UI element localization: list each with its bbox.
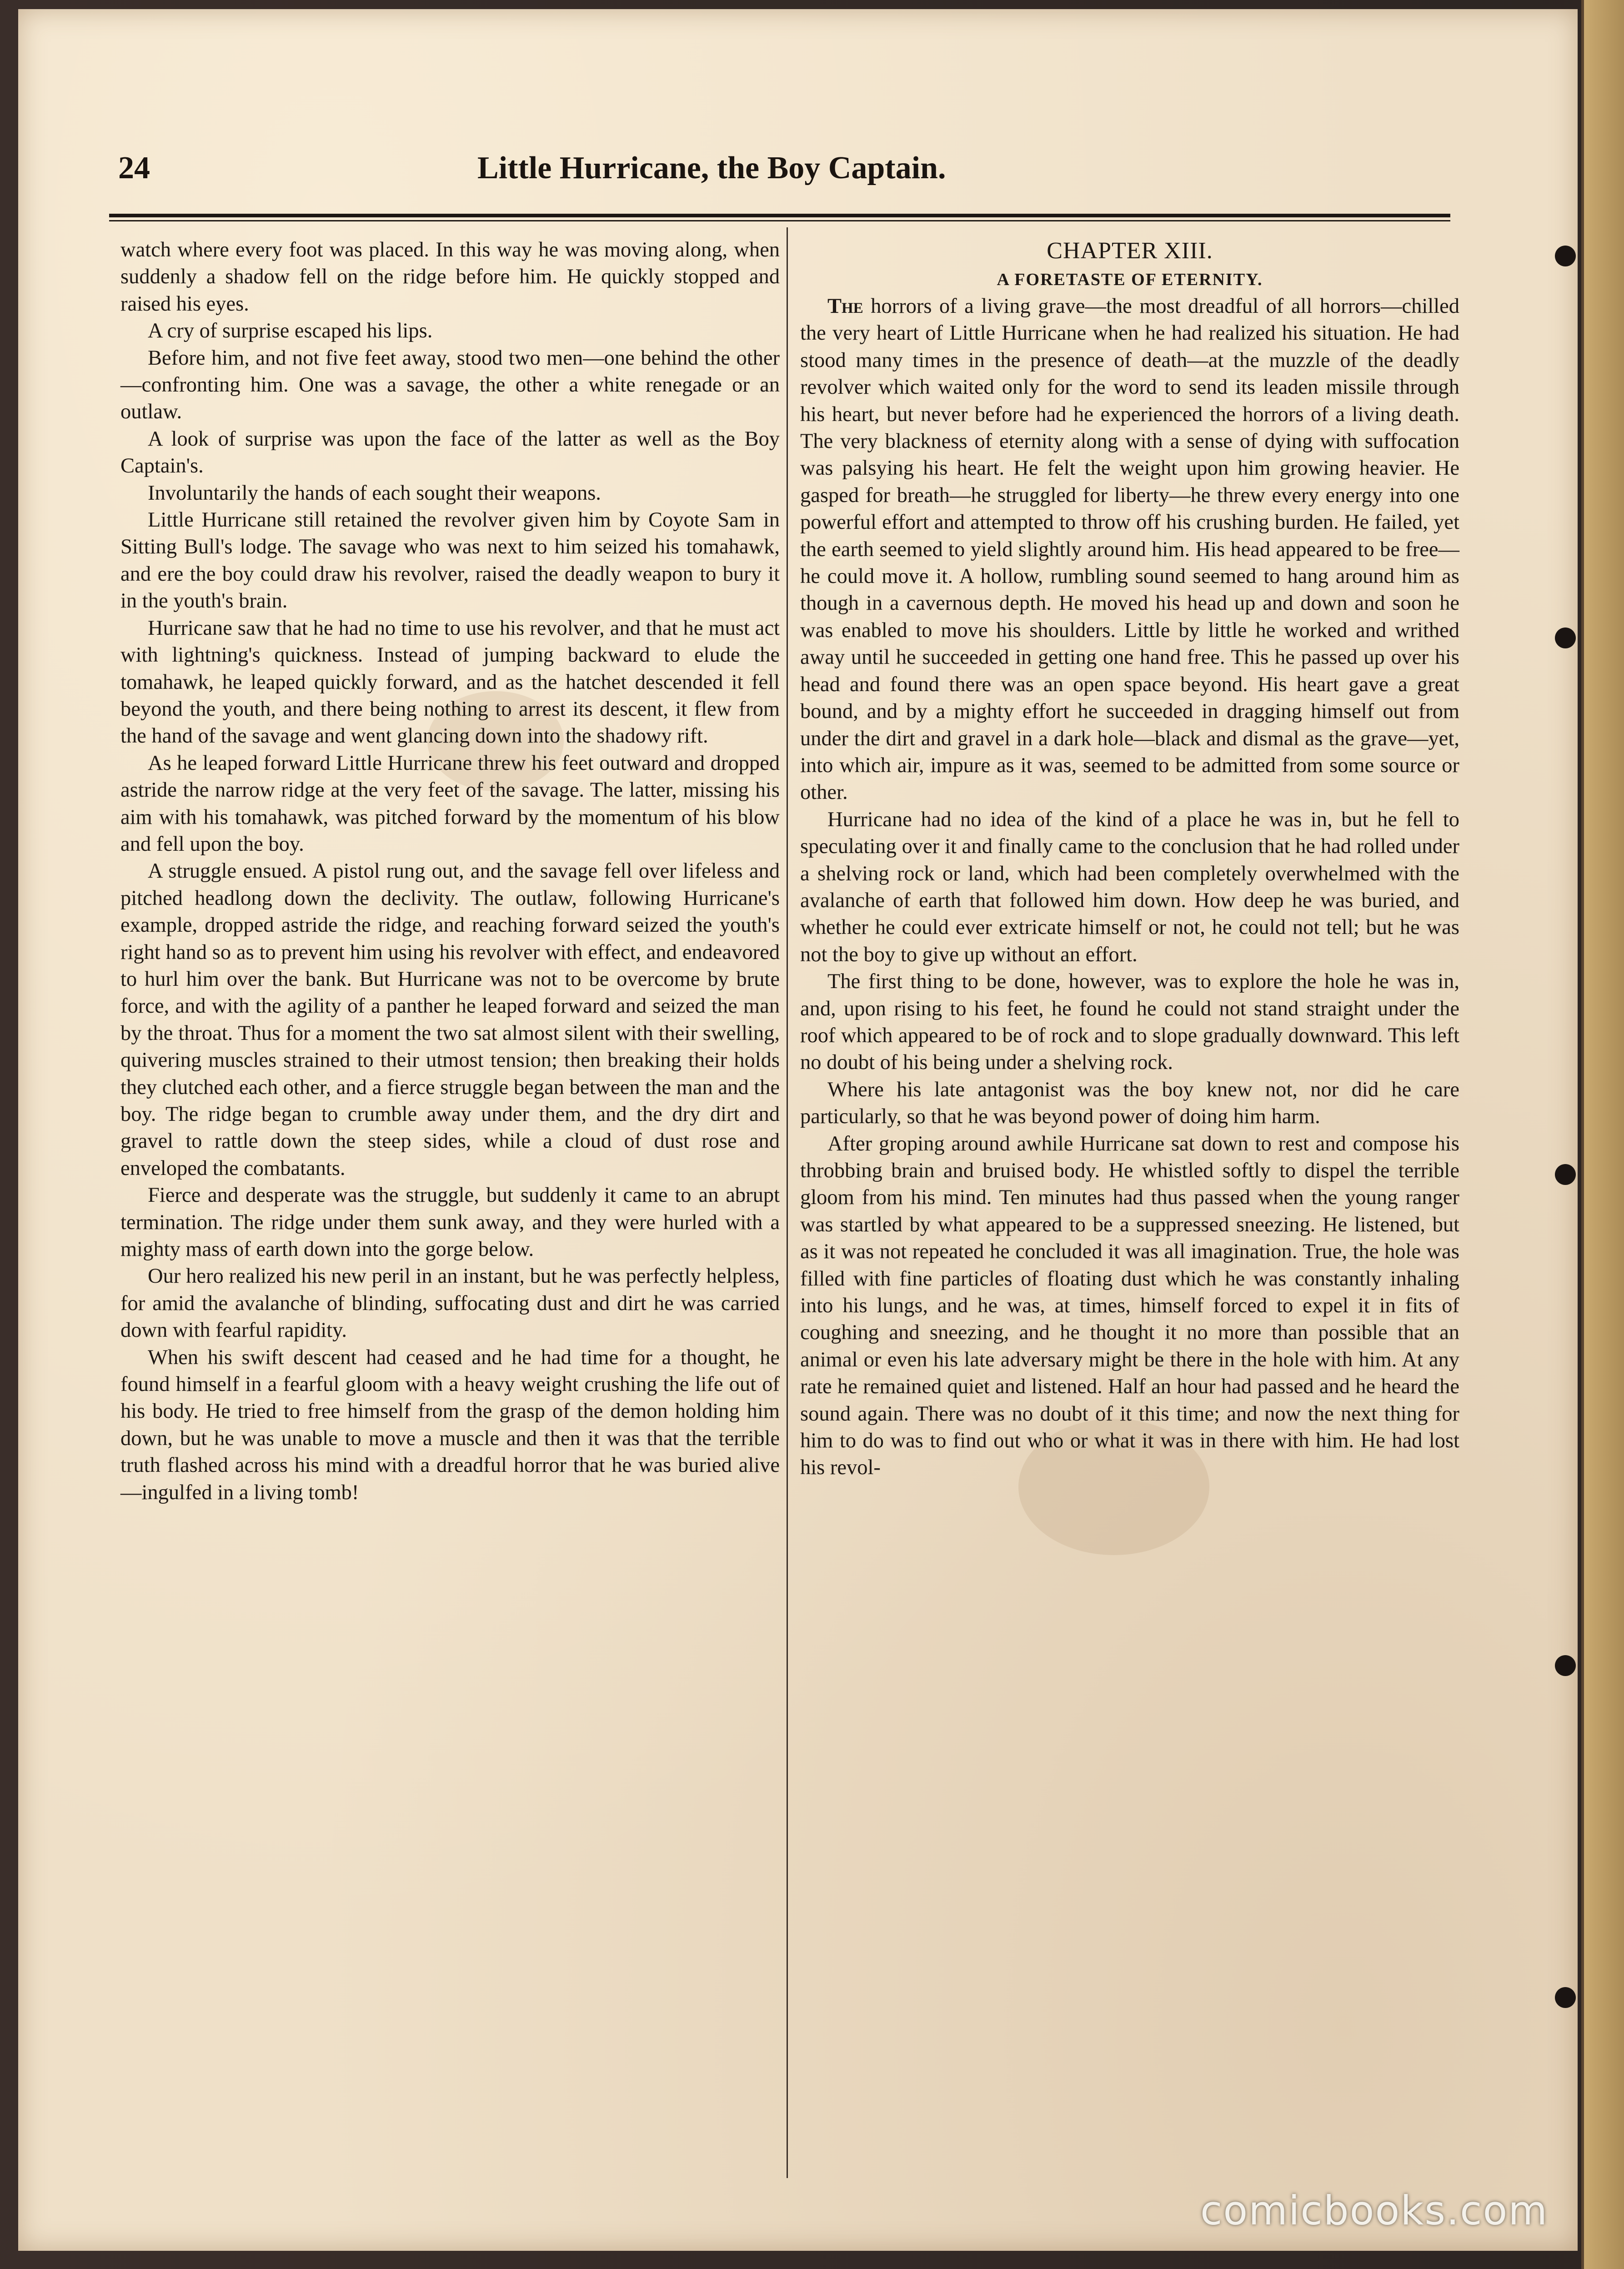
- paragraph: watch where every foot was placed. In this way he was moving along, when suddenly a shadow fell on the ridge before him. He quickly stopped and raised his eyes.: [120, 238, 780, 316]
- paragraph: When his swift descent had ceased and he had time for a thought, he found himself in a fearful gloom with a heavy weight crushing the life out of his body. He tried to free himself from the grasp of the demon holding him down, but he was unable to move a muscle and then it was that the terrible truth flashed across his mind with a dreadful horror that he was buried alive—ingulfed in a living tomb!: [120, 1345, 780, 1504]
- binding-hole: [1555, 1655, 1576, 1676]
- column-divider: [787, 227, 788, 2178]
- adjacent-page-edge: [1581, 0, 1624, 2269]
- paragraph: As he leaped forward Little Hurricane threw his feet outward and dropped astride the narrow ridge at the very feet of the savage. The latter, missing his aim with his tomahawk, was pitched forward by the momentum of his blow and fell upon the boy.: [120, 751, 780, 856]
- binding-hole: [1555, 1164, 1576, 1185]
- binding-hole: [1555, 246, 1576, 266]
- paragraph: After groping around awhile Hurricane sat down to rest and compose his throbbing brain and bruised body. He whistled softly to dispel the terrible gloom from his mind. Ten minutes had thus passed when the young ranger was startled by what appeared to be a suppressed sneezing. He listened, but as it was not repeated he concluded it was all imagination. True, the hole was filled with fine particles of floating dust which he was constantly inhaling into his lungs, and he was, at times, himself forced to expel it in fits of coughing and sneezing, and he thought it no more than possible that an animal or even his late adversary might be there in the hole with him. At any rate he remained quiet and listened. Half an hour had passed and he heard the sound again. There was no doubt of it this time; and now the next thing for him to do was to find out who or what it was in there with him. He had lost his revol-: [800, 1132, 1459, 1480]
- chapter-heading: CHAPTER XIII.: [1047, 238, 1213, 264]
- lead-word: The: [827, 295, 863, 318]
- paragraph: Hurricane saw that he had no time to use his revolver, and that he must act with lightning's quickness. Instead of jumping backward to elude the tomahawk, he leaped quickly forward, and as the hatchet descended it fell beyond the youth, and there being nothing to arrest its descent, it flew from the hand of the savage and went glancing down into the shadowy rift.: [120, 616, 780, 748]
- site-watermark: comicbooks.com: [1200, 2187, 1549, 2234]
- binding-hole: [1555, 627, 1576, 648]
- left-column: [120, 236, 780, 1506]
- paragraph: The first thing to be done, however, was to explore the hole he was in, and, upon rising to his feet, he found he could not stand straight under the roof which appeared to be of rock and to slope gradually downward. This left no doubt of his being under a shelving rock.: [800, 970, 1459, 1074]
- chapter-subtitle: A FORETASTE OF ETERNITY.: [997, 270, 1263, 289]
- paragraph: Before him, and not five feet away, stood two men—one behind the other—confronting him. One was a savage, the other a white renegade or an outlaw.: [120, 346, 780, 424]
- header-rule-thin: [109, 220, 1450, 221]
- paragraph: Our hero realized his new peril in an instant, but he was perfectly helpless, for amid the avalanche of blinding, suffocating dust and dirt he was carried down with fearful rapidity.: [120, 1265, 780, 1342]
- opening-text: horrors of a living grave—the most dreadful of all horrors—chilled the very heart of Little Hurricane when he had realized his situation. He had stood many times in the presence of death—at the muzzle of the deadly revolver which waited only for the word to send its leaden missile through his heart, but never before had he experienced the horrors of a living death. The very blackness of eternity along with a sense of dying with suffocation was palsying his heart. He felt the weight upon him growing heavier. He gasped for breath—he struggled for liberty—he threw every energy into one powerful effort and attempted to throw off his crushing burden. He failed, yet the earth seemed to yield slightly around him. His head appeared to be free—he could move it. A hollow, rumbling sound seemed to hang around him as though in a cavernous depth. He moved his head up and down and soon he was enabled to move his shoulders. Little by little he worked and writhed away until he succeeded in getting one hand free. This he passed up over his head and found there was an open space beyond. His heart gave a great bound, and by a mighty effort he succeeded in dragging himself out from under the dirt and gravel in a dark hole—black and dismal as the grave—yet, into which air, impure as it was, seemed to be admitted from some source or other.: [800, 295, 1459, 804]
- header-rule: [109, 214, 1450, 217]
- right-column: [800, 236, 1459, 1481]
- paragraph: Involuntarily the hands of each sought their weapons.: [148, 481, 601, 505]
- paragraph: A struggle ensued. A pistol rung out, and the savage fell over lifeless and pitched headlong down the declivity. The outlaw, following Hurricane's example, dropped astride the ridge, and reaching forward seized the youth's right hand so as to prevent him using his revolver with effect, and endeavored to hurl him over the bank. But Hurricane was not to be overcome by brute force, and with the agility of a panther he leaped forward and seized the man by the throat. Thus for a moment the two sat almost silent with their swelling, quivering muscles strained to their utmost tension; then breaking their holds they clutched each other, and a fierce struggle began between the man and the boy. The ridge began to crumble away under them, and the dry dirt and gravel to rattle down the steep sides, while a cloud of dust rose and enveloped the combatants.: [120, 859, 780, 1180]
- running-title: Little Hurricane, the Boy Captain.: [477, 151, 946, 186]
- paragraph: A cry of surprise escaped his lips.: [148, 319, 433, 343]
- page-header: [118, 150, 1459, 200]
- paragraph: Fierce and desperate was the struggle, but suddenly it came to an abrupt termination. The ridge under them sunk away, and they were hurled with a mighty mass of earth down into the gorge below.: [120, 1184, 780, 1261]
- binding-hole: [1555, 1987, 1576, 2008]
- page-number: 24: [118, 151, 150, 186]
- paragraph: Little Hurricane still retained the revolver given him by Coyote Sam in Sitting Bull's lodge. The savage who was next to him seized his tomahawk, and ere the boy could draw his revolver, raised the deadly weapon to bury it in the youth's brain.: [120, 508, 780, 613]
- paragraph: A look of surprise was upon the face of the latter as well as the Boy Captain's.: [120, 427, 780, 478]
- paragraph: Where his late antagonist was the boy knew not, nor did he care particularly, so that he was beyond power of doing him harm.: [800, 1078, 1459, 1129]
- paragraph: Hurricane had no idea of the kind of a place he was in, but he fell to speculating over it and finally came to the conclusion that he had rolled under a shelving rock or land, which had been completely overwhelmed with the avalanche of earth that followed him down. How deep he was buried, and whether he could ever extricate himself or not, he could not tell; but he was not the boy to give up without an effort.: [800, 808, 1459, 966]
- chapter-opening-paragraph: [800, 293, 1459, 806]
